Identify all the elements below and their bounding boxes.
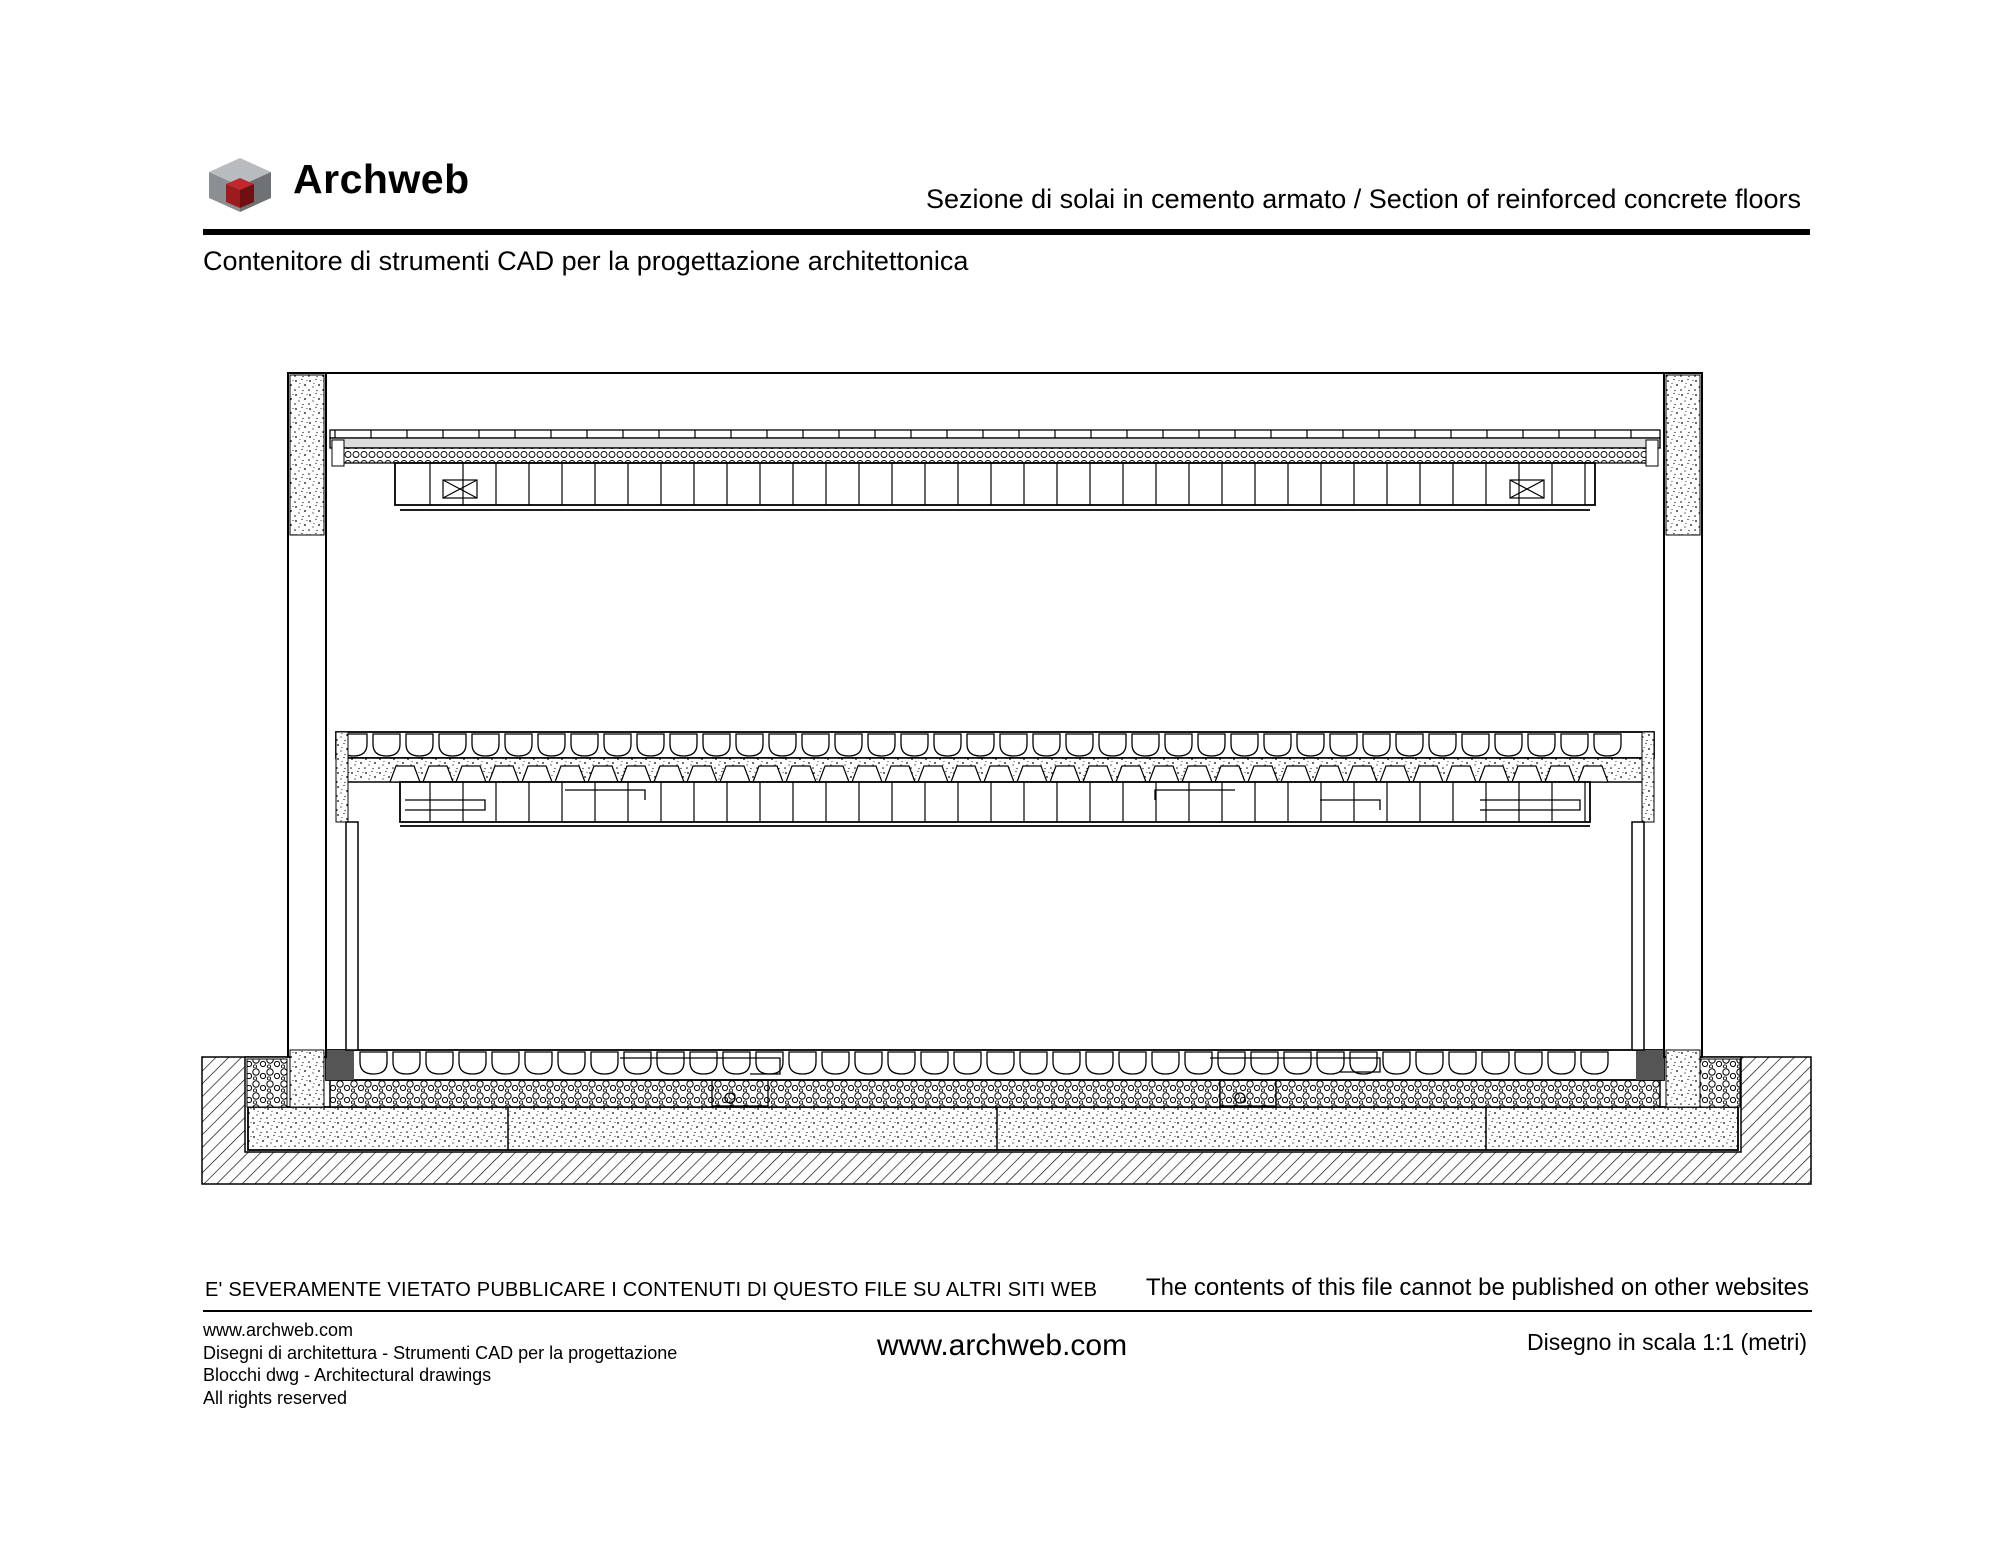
page-title: Sezione di solai in cemento armato / Section of reinforced concrete floors [926, 184, 1801, 214]
header-rule [203, 229, 1810, 235]
page-subtitle: Contenitore di strumenti CAD per la progettazione architettonica [203, 246, 969, 276]
footer-line: Disegni di architettura - Strumenti CAD per la progettazione [203, 1342, 678, 1363]
archweb-logo-icon [207, 156, 273, 212]
footer-line: Blocchi dwg - Architectural drawings [203, 1365, 492, 1385]
footer-rule [203, 1310, 1812, 1312]
footer-line: www.archweb.com [203, 1320, 354, 1340]
footer-info [203, 1319, 677, 1409]
notice-italian: E' SEVERAMENTE VIETATO PUBBLICARE I CONTENUTI DI QUESTO FILE SU ALTRI SITI WEB [205, 1279, 1098, 1301]
footer-scale: Disegno in scala 1:1 (metri) [1527, 1329, 1807, 1355]
footer-url[interactable]: www.archweb.com [877, 1329, 1128, 1362]
section-drawing [195, 362, 1815, 1187]
notice-english: The contents of this file cannot be published on other websites [1145, 1274, 1809, 1301]
brand-name: Archweb [293, 156, 470, 202]
footer-line: All rights reserved [203, 1387, 348, 1408]
